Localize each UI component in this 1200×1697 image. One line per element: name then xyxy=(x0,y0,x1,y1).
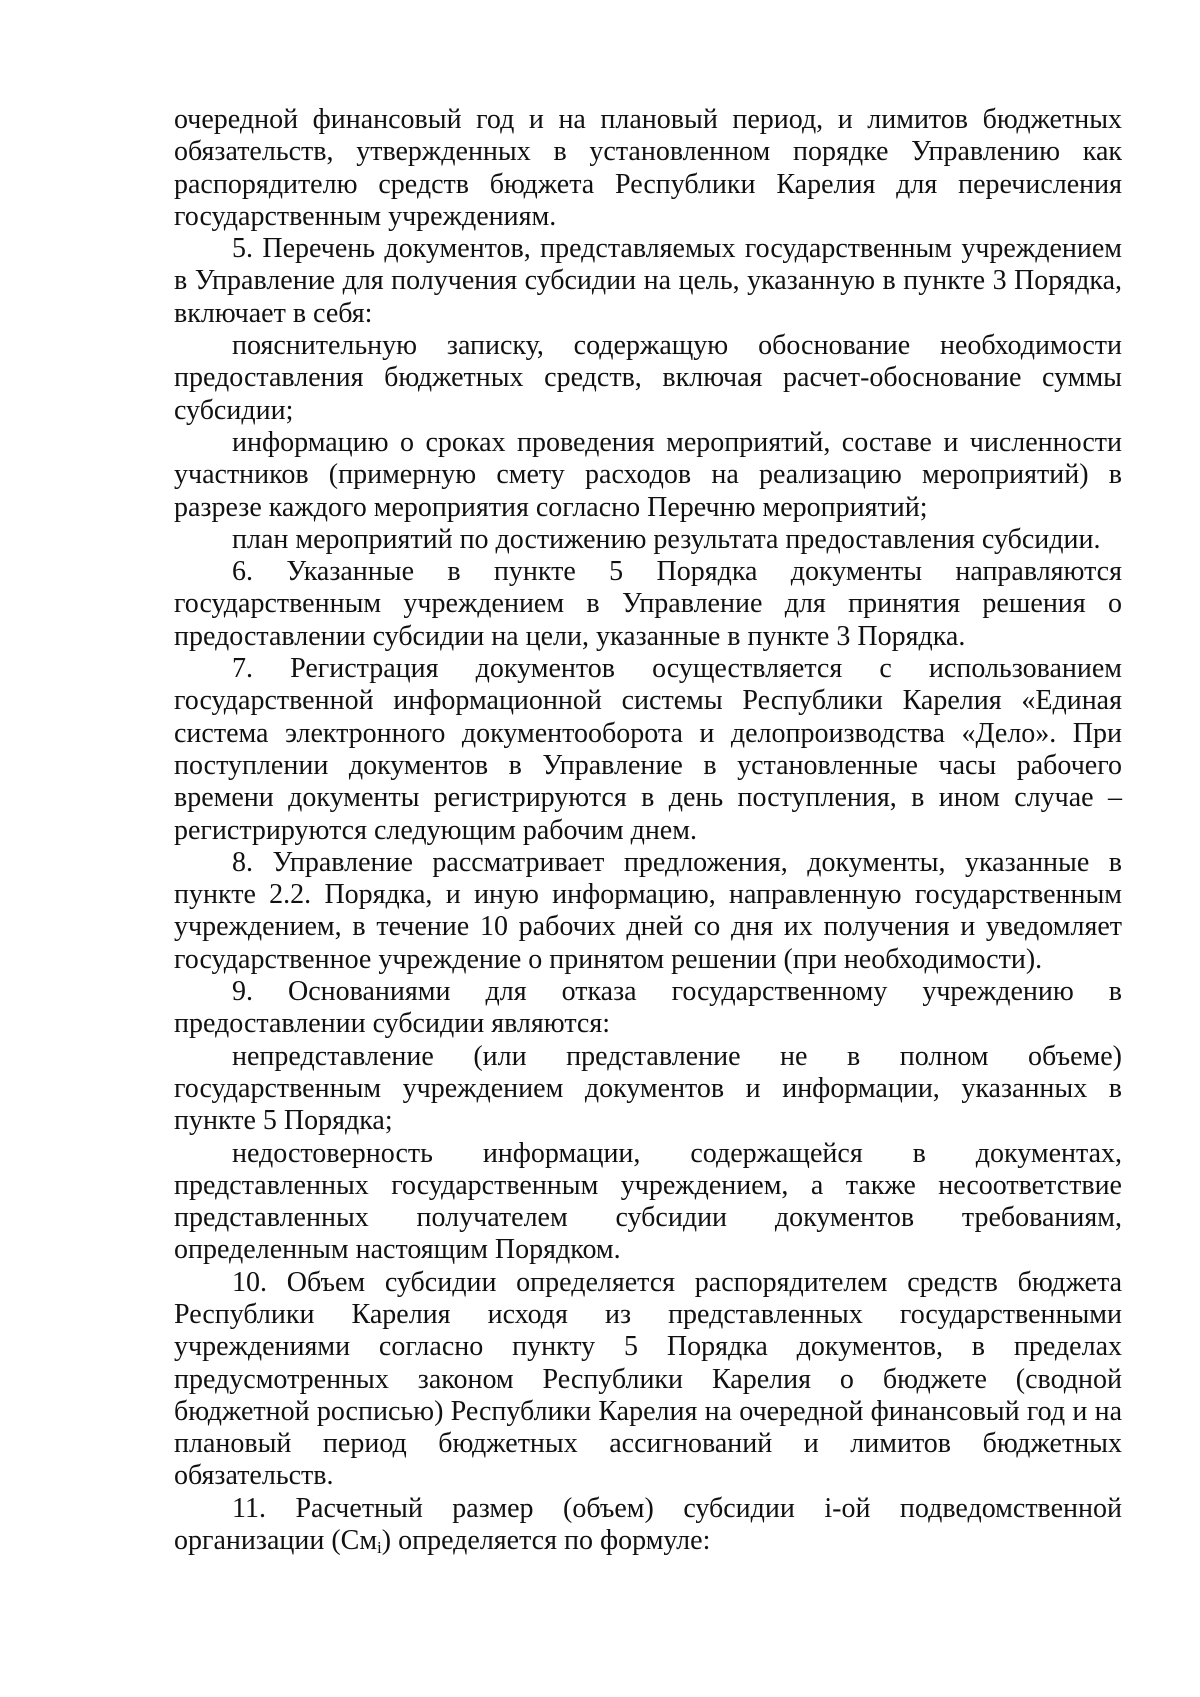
paragraph-event-plan: план мероприятий по достижению результата предоставления субсидии. xyxy=(232,523,1101,555)
paragraph-refusal-reason-1: непредставление (или представление не в полном объеме) государственным учреждением документов и информации, указанных в пункте 5 Порядка; xyxy=(174,1040,1122,1137)
paragraph-item-5: 5. Перечень документов, представляемых государственным учреждением в Управление для получения субсидии на цель, указанную в пункте 3 Порядка, включает в себя: xyxy=(174,233,1122,329)
paragraph-continuation: очередной финансовый год и на плановый период, и лимитов бюджетных обязательств, утвержденных в установленном порядке Управлению как распорядителю средств бюджета Республики Карелия для перечисления государственным учреждениям. xyxy=(174,104,1122,232)
paragraph-event-info: информацию о сроках проведения мероприятий, составе и численности участников (примерную смету расходов на реализацию мероприятий) в разрезе каждого мероприятия согласно Перечню мероприятий; xyxy=(174,426,1122,523)
item-11-text-end: ) определяется по формуле: xyxy=(381,1525,711,1557)
paragraph-item-9: 9. Основаниями для отказа государственному учреждению в предоставлении субсидии являются: xyxy=(174,976,1122,1040)
item-11-text-start: 11. Расчетный размер (объем) субсидии i-ой подведомственной организации (См xyxy=(174,1492,1122,1557)
item-11-subscript: i xyxy=(377,1538,382,1558)
paragraph-item-8: 8. Управление рассматривает предложения, документы, указанные в пункте 2.2. Порядка, и иную информацию, направленную государственным учреждением, в течение 10 рабочих дней со дня их получения и уведомляет государственное учреждение о принятом решении (при необходимости). xyxy=(174,846,1122,975)
paragraph-item-10: 10. Объем субсидии определяется распорядителем средств бюджета Республики Карелия исходя из представленных государственными учреждениями согласно пункту 5 Порядка документов, в пределах предусмотренных законом Республики Карелия о бюджете (сводной бюджетной росписью) Республики Карелия на очередной финансовый год и на плановый период бюджетных ассигнований и лимитов бюджетных обязательств. xyxy=(174,1266,1122,1492)
paragraph-refusal-reason-2: недостоверность информации, содержащейся в документах, представленных государственным учреждением, а также несоответствие представленных получателем субсидии документов требованиям, определенным настоящим Порядком. xyxy=(174,1137,1122,1266)
paragraph-item-6: 6. Указанные в пункте 5 Порядка документы направляются государственным учреждением в Управление для принятия решения о предоставлении субсидии на цели, указанные в пункте 3 Порядка. xyxy=(174,556,1122,652)
document-page xyxy=(174,104,1122,1557)
paragraph-item-7: 7. Регистрация документов осуществляется с использованием государственной информационной системы Республики Карелия «Единая система электронного документооборота и делопроизводства «Дело». При поступлении документов в Управление в установленные часы рабочего времени документы регистрируются в день поступления, в ином случае – регистрируются следующим рабочим днем. xyxy=(174,653,1122,846)
paragraph-item-11 xyxy=(174,1493,1122,1558)
paragraph-explanatory-note: пояснительную записку, содержащую обоснование необходимости предоставления бюджетных средств, включая расчет-обоснование суммы субсидии; xyxy=(174,330,1122,426)
